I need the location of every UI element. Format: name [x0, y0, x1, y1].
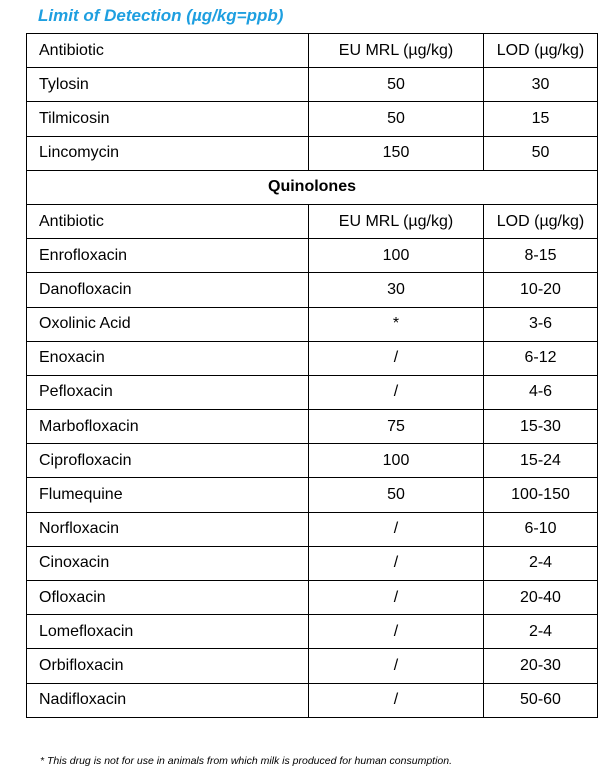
antibiotic-cell: Orbifloxacin — [27, 649, 309, 683]
eu-mrl-cell: 50 — [309, 478, 484, 512]
antibiotic-cell: Tylosin — [27, 68, 309, 102]
lod-cell: 30 — [484, 68, 598, 102]
table-row — [27, 136, 598, 170]
eu-mrl-cell: / — [309, 581, 484, 615]
lod-cell: 6-10 — [484, 512, 598, 546]
table-row — [27, 375, 598, 409]
lod-cell: 4-6 — [484, 375, 598, 409]
header-row — [27, 204, 598, 238]
header-row — [27, 34, 598, 68]
eu-mrl-cell: / — [309, 546, 484, 580]
antibiotic-cell: Tilmicosin — [27, 102, 309, 136]
table-row — [27, 341, 598, 375]
section-title: Quinolones — [27, 170, 598, 204]
table-row — [27, 478, 598, 512]
antibiotic-cell: Pefloxacin — [27, 375, 309, 409]
lod-cell: 2-4 — [484, 615, 598, 649]
header-eu-mrl: EU MRL (µg/kg) — [309, 204, 484, 238]
header-antibiotic: Antibiotic — [27, 204, 309, 238]
eu-mrl-cell: / — [309, 615, 484, 649]
antibiotic-cell: Enoxacin — [27, 341, 309, 375]
lod-cell: 3-6 — [484, 307, 598, 341]
table-row — [27, 512, 598, 546]
antibiotic-cell: Ofloxacin — [27, 581, 309, 615]
header-lod: LOD (µg/kg) — [484, 204, 598, 238]
eu-mrl-cell: / — [309, 683, 484, 717]
lod-table — [26, 33, 598, 718]
eu-mrl-cell: / — [309, 341, 484, 375]
eu-mrl-cell: 100 — [309, 444, 484, 478]
eu-mrl-cell: 100 — [309, 239, 484, 273]
antibiotic-cell: Lincomycin — [27, 136, 309, 170]
antibiotic-cell: Danofloxacin — [27, 273, 309, 307]
lod-cell: 50-60 — [484, 683, 598, 717]
table-row — [27, 683, 598, 717]
antibiotic-cell: Oxolinic Acid — [27, 307, 309, 341]
lod-cell: 50 — [484, 136, 598, 170]
lod-cell: 2-4 — [484, 546, 598, 580]
section-row — [27, 170, 598, 204]
lod-cell: 20-30 — [484, 649, 598, 683]
footnote: * This drug is not for use in animals from which milk is produced for human consumption. — [40, 755, 453, 767]
eu-mrl-cell: / — [309, 649, 484, 683]
antibiotic-cell: Cinoxacin — [27, 546, 309, 580]
antibiotic-cell: Norfloxacin — [27, 512, 309, 546]
eu-mrl-cell: / — [309, 512, 484, 546]
lod-cell: 6-12 — [484, 341, 598, 375]
lod-cell: 15-30 — [484, 410, 598, 444]
antibiotic-cell: Lomefloxacin — [27, 615, 309, 649]
antibiotic-cell: Nadifloxacin — [27, 683, 309, 717]
header-lod: LOD (µg/kg) — [484, 34, 598, 68]
lod-cell: 10-20 — [484, 273, 598, 307]
table-row — [27, 444, 598, 478]
header-antibiotic: Antibiotic — [27, 34, 309, 68]
antibiotic-cell: Ciprofloxacin — [27, 444, 309, 478]
eu-mrl-cell: 150 — [309, 136, 484, 170]
table-row — [27, 68, 598, 102]
eu-mrl-cell: 30 — [309, 273, 484, 307]
eu-mrl-cell: 75 — [309, 410, 484, 444]
eu-mrl-cell: 50 — [309, 102, 484, 136]
lod-cell: 8-15 — [484, 239, 598, 273]
lod-cell: 15-24 — [484, 444, 598, 478]
table-row — [27, 239, 598, 273]
lod-cell: 20-40 — [484, 581, 598, 615]
eu-mrl-cell: / — [309, 375, 484, 409]
antibiotic-cell: Flumequine — [27, 478, 309, 512]
table-row — [27, 102, 598, 136]
lod-cell: 100-150 — [484, 478, 598, 512]
table-row — [27, 410, 598, 444]
table-row — [27, 615, 598, 649]
table-row — [27, 273, 598, 307]
eu-mrl-cell: * — [309, 307, 484, 341]
lod-cell: 15 — [484, 102, 598, 136]
antibiotic-cell: Marbofloxacin — [27, 410, 309, 444]
table-row — [27, 581, 598, 615]
header-eu-mrl: EU MRL (µg/kg) — [309, 34, 484, 68]
page-title: Limit of Detection (µg/kg=ppb) — [38, 6, 284, 25]
antibiotic-cell: Enrofloxacin — [27, 239, 309, 273]
eu-mrl-cell: 50 — [309, 68, 484, 102]
table-row — [27, 307, 598, 341]
table-row — [27, 649, 598, 683]
table-row — [27, 546, 598, 580]
